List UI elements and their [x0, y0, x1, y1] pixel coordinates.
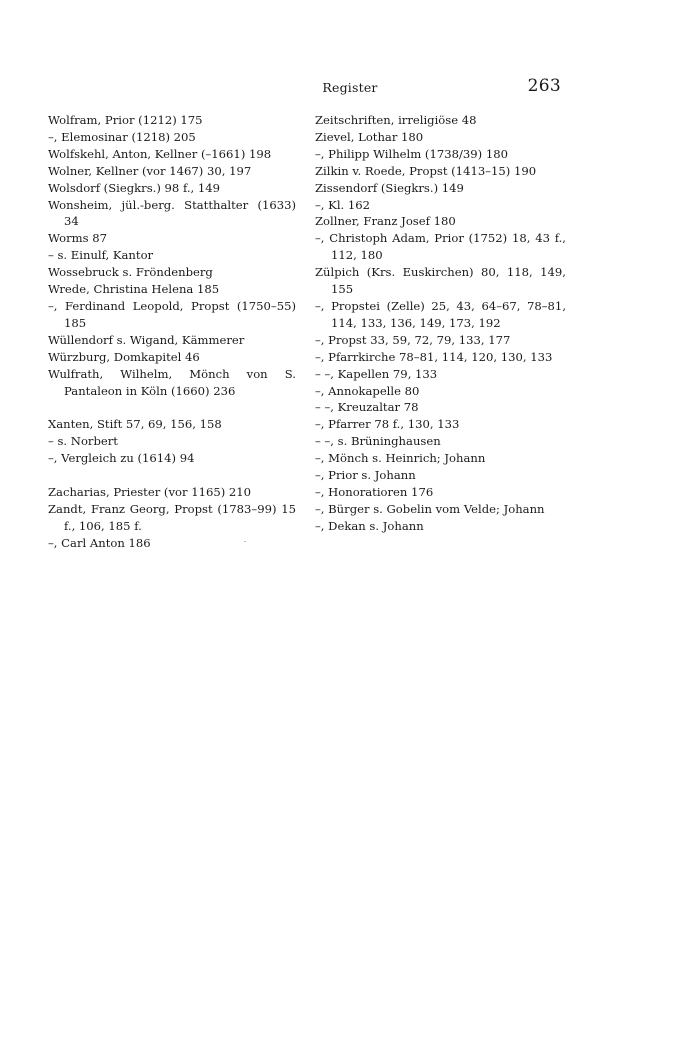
index-entry: – –, s. Brüninghausen — [315, 434, 441, 449]
index-entry: –, Vergleich zu (1614) 94 — [48, 451, 195, 466]
index-entry: Würzburg, Domkapitel 46 — [48, 349, 200, 364]
index-entry: –, Kl. 162 — [315, 197, 371, 212]
index-column-left — [48, 112, 296, 552]
index-entry: Zacharias, Priester (vor 1165) 210 — [48, 484, 252, 499]
index-entry: –, Annokapelle 80 — [315, 383, 420, 398]
index-entry: – –, Kapellen 79, 133 — [315, 366, 438, 381]
index-entry: Zilkin v. Roede, Propst (1413–15) 190 — [315, 163, 537, 178]
index-entry: Worms 87 — [48, 231, 108, 246]
index-entry: Zülpich (Krs. Euskirchen) 80, 118, 149, 155 — [315, 265, 566, 297]
page-header — [0, 76, 700, 100]
index-entry: –, Pfarrer 78 f., 130, 133 — [315, 417, 460, 432]
index-entry: –, Dekan s. Johann — [315, 518, 424, 533]
index-entry: –, Christoph Adam, Prior (1752) 18, 43 f., 112, 180 — [315, 231, 566, 263]
index-entry: Xanten, Stift 57, 69, 156, 158 — [48, 417, 222, 432]
index-entry: –, Elemosinar (1218) 205 — [48, 129, 196, 144]
index-entry: –, Propst 33, 59, 72, 79, 133, 177 — [315, 332, 511, 347]
index-entry: Wüllendorf s. Wigand, Kämmerer — [48, 332, 245, 347]
page-number: 263 — [527, 76, 561, 96]
index-entry: Wulfrath, Wilhelm, Mönch von S. Pantaleon in Köln (1660) 236 — [48, 366, 296, 398]
index-entry: –, Carl Anton 186 — [48, 535, 151, 550]
index-entry: Zeitschriften, irreligiöse 48 — [315, 113, 477, 127]
index-entry: – s. Norbert — [48, 434, 118, 449]
index-entry: Wonsheim, jül.-berg. Statthalter (1633) 34 — [48, 197, 296, 229]
index-entry: Wolner, Kellner (vor 1467) 30, 197 — [48, 163, 252, 178]
index-entry: –, Honoratioren 176 — [315, 484, 434, 499]
index-entry: Zollner, Franz Josef 180 — [315, 214, 456, 229]
index-column-right — [315, 112, 566, 535]
index-entry: –, Ferdinand Leopold, Propst (1750–55) 185 — [48, 298, 296, 330]
index-entry: –, Prior s. Johann — [315, 468, 416, 483]
index-entry: Wolsdorf (Siegkrs.) 98 f., 149 — [48, 180, 221, 195]
index-entry: Wolfskehl, Anton, Kellner (–1661) 198 — [48, 146, 272, 161]
print-speck — [244, 541, 246, 542]
section-gap — [48, 399, 296, 416]
index-entry: Zandt, Franz Georg, Propst (1783–99) 15 f., 106, 185 f. — [48, 501, 296, 533]
index-entry: –, Bürger s. Gobelin vom Velde; Johann — [315, 501, 545, 516]
index-entry: Wolfram, Prior (1212) 175 — [48, 113, 203, 127]
index-entry: – s. Einulf, Kantor — [48, 248, 154, 263]
index-entry: – –, Kreuzaltar 78 — [315, 400, 419, 415]
index-entry: Wrede, Christina Helena 185 — [48, 282, 220, 297]
index-entry: Wossebruck s. Fröndenberg — [48, 265, 213, 280]
index-entry: –, Propstei (Zelle) 25, 43, 64–67, 78–81, 114, 133, 136, 149, 173, 192 — [315, 298, 566, 330]
index-entry: Zievel, Lothar 180 — [315, 129, 424, 144]
index-entry: Zissendorf (Siegkrs.) 149 — [315, 180, 464, 195]
index-entry: –, Philipp Wilhelm (1738/39) 180 — [315, 146, 508, 161]
index-entry: –, Pfarrkirche 78–81, 114, 120, 130, 133 — [315, 349, 553, 364]
index-entry: –, Mönch s. Heinrich; Johann — [315, 451, 486, 466]
running-title: Register — [322, 80, 378, 95]
section-gap — [48, 467, 296, 484]
